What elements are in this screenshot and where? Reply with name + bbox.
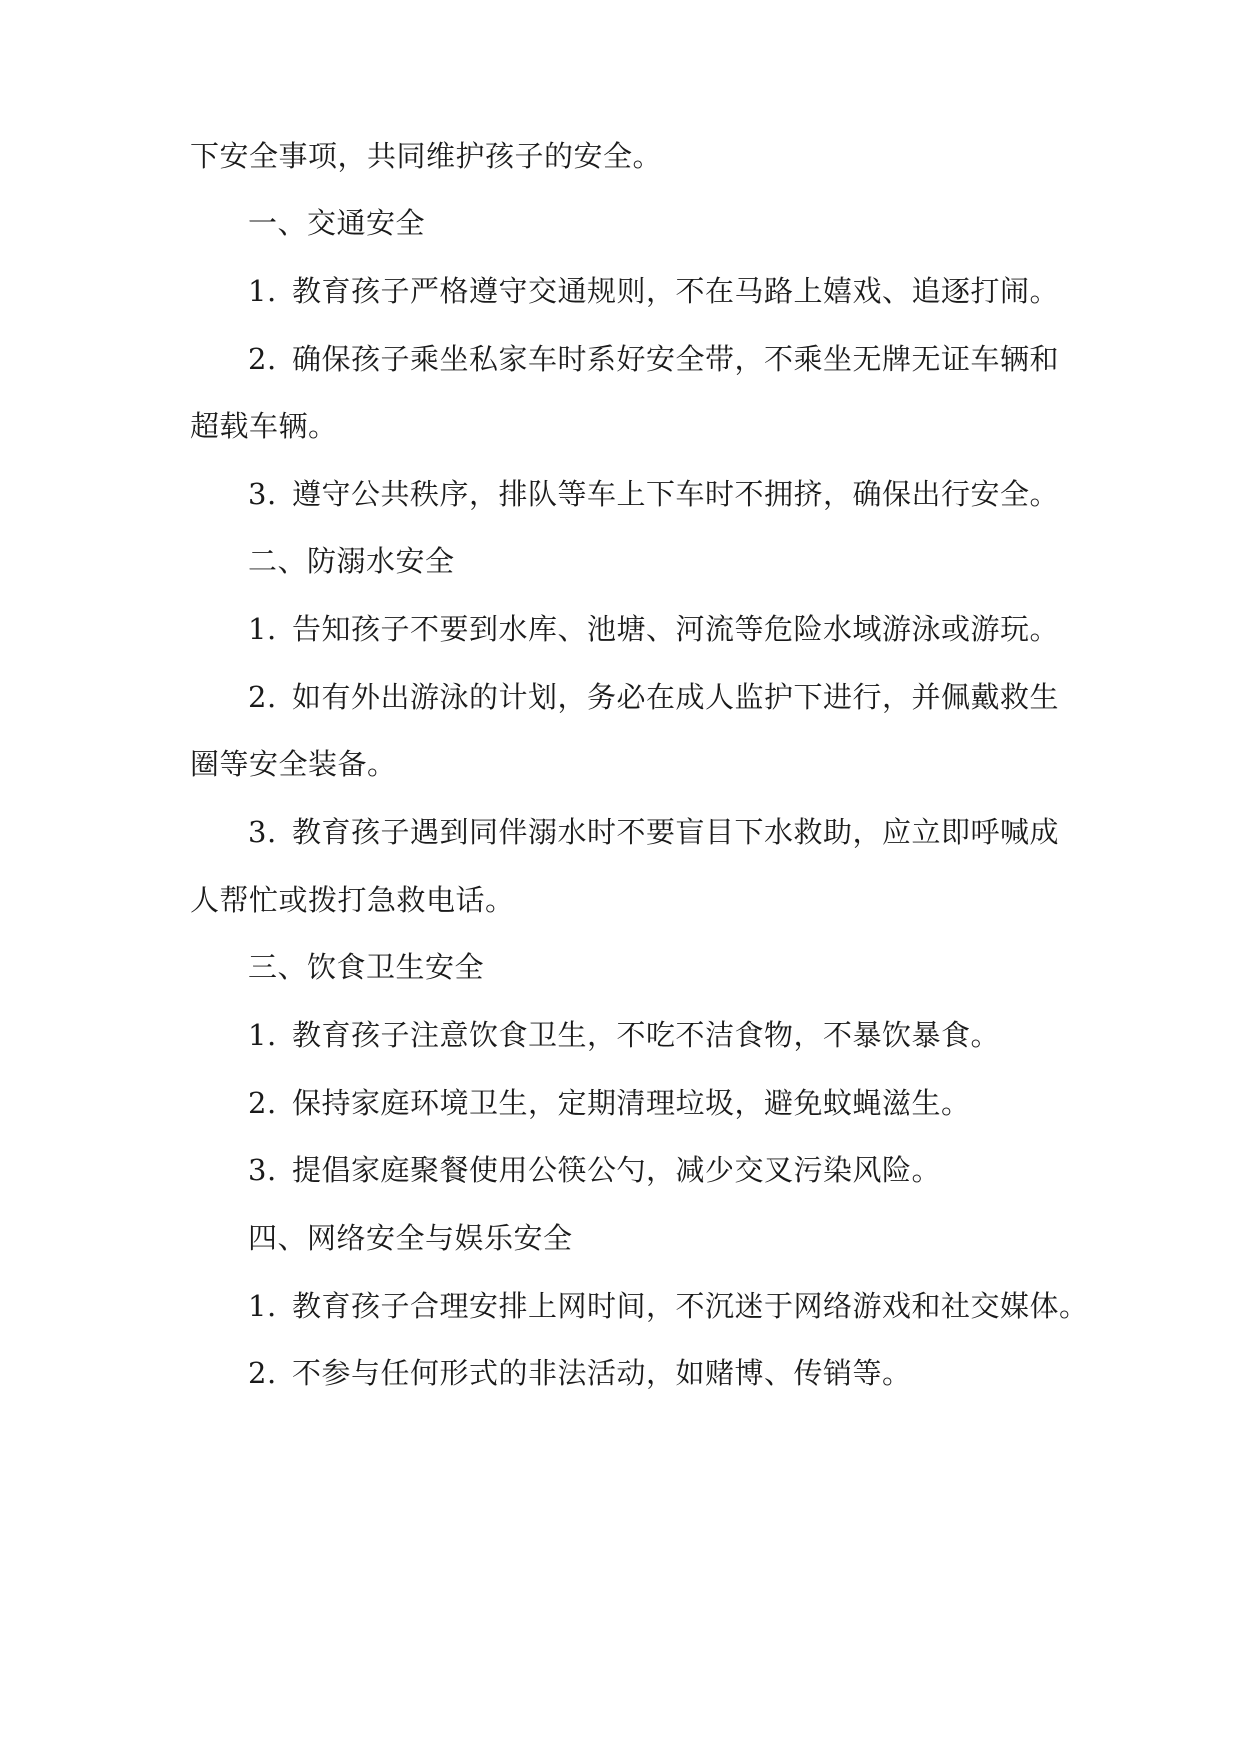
item-number: 1. bbox=[248, 1018, 277, 1052]
item-text: 提倡家庭聚餐使用公筷公勺，减少交叉污染风险。 bbox=[292, 1153, 942, 1187]
list-item bbox=[248, 812, 1070, 852]
list-item bbox=[248, 677, 1070, 717]
list-item-continuation bbox=[190, 406, 1070, 446]
item-number: 2. bbox=[248, 342, 277, 376]
item-text: 不参与任何形式的非法活动，如赌博、传销等。 bbox=[292, 1356, 912, 1390]
list-item bbox=[248, 1150, 1070, 1190]
item-text: 遵守公共秩序，排队等车上下车时不拥挤，确保出行安全。 bbox=[292, 477, 1060, 511]
item-text: 保持家庭环境卫生，定期清理垃圾，避免蚊蝇滋生。 bbox=[292, 1086, 971, 1120]
item-number: 1. bbox=[248, 1289, 277, 1323]
item-text: 教育孩子合理安排上网时间，不沉迷于网络游戏和社交媒体。 bbox=[292, 1289, 1089, 1323]
list-item bbox=[248, 339, 1070, 379]
item-text: 如有外出游泳的计划，务必在成人监护下进行，并佩戴救生 bbox=[292, 680, 1060, 714]
list-item bbox=[248, 1286, 1089, 1326]
list-item-continuation bbox=[190, 880, 1070, 920]
item-text: 教育孩子严格遵守交通规则，不在马路上嬉戏、追逐打闹。 bbox=[292, 274, 1060, 308]
section-heading-network bbox=[248, 1218, 1070, 1258]
section-heading-traffic bbox=[248, 203, 1070, 243]
list-item bbox=[248, 1083, 1070, 1123]
heading-text: 三、饮食卫生安全 bbox=[248, 950, 485, 984]
list-item bbox=[248, 474, 1070, 514]
item-number: 3. bbox=[248, 1153, 277, 1187]
item-number: 1. bbox=[248, 274, 277, 308]
list-item bbox=[248, 271, 1070, 311]
item-text: 确保孩子乘坐私家车时系好安全带，不乘坐无牌无证车辆和 bbox=[292, 342, 1060, 376]
paragraph-continuation bbox=[190, 136, 1070, 176]
item-number: 3. bbox=[248, 477, 277, 511]
item-text: 告知孩子不要到水库、池塘、河流等危险水域游泳或游玩。 bbox=[292, 612, 1060, 646]
item-number: 3. bbox=[248, 815, 277, 849]
item-number: 2. bbox=[248, 1086, 277, 1120]
item-number: 2. bbox=[248, 680, 277, 714]
item-text: 超载车辆。 bbox=[190, 409, 338, 443]
heading-text: 四、网络安全与娱乐安全 bbox=[248, 1221, 573, 1255]
item-text: 圈等安全装备。 bbox=[190, 747, 397, 781]
list-item bbox=[248, 1353, 1070, 1393]
item-text: 人帮忙或拨打急救电话。 bbox=[190, 883, 515, 917]
paragraph-text: 下安全事项，共同维护孩子的安全。 bbox=[190, 139, 663, 173]
list-item bbox=[248, 1015, 1070, 1055]
heading-text: 二、防溺水安全 bbox=[248, 544, 455, 578]
list-item bbox=[248, 609, 1070, 649]
section-heading-food bbox=[248, 947, 1070, 987]
section-heading-drowning bbox=[248, 541, 1070, 581]
item-number: 2. bbox=[248, 1356, 277, 1390]
list-item-continuation bbox=[190, 744, 1070, 784]
item-text: 教育孩子注意饮食卫生，不吃不洁食物，不暴饮暴食。 bbox=[292, 1018, 1001, 1052]
heading-text: 一、交通安全 bbox=[248, 206, 426, 240]
item-number: 1. bbox=[248, 612, 277, 646]
item-text: 教育孩子遇到同伴溺水时不要盲目下水救助，应立即呼喊成 bbox=[292, 815, 1060, 849]
